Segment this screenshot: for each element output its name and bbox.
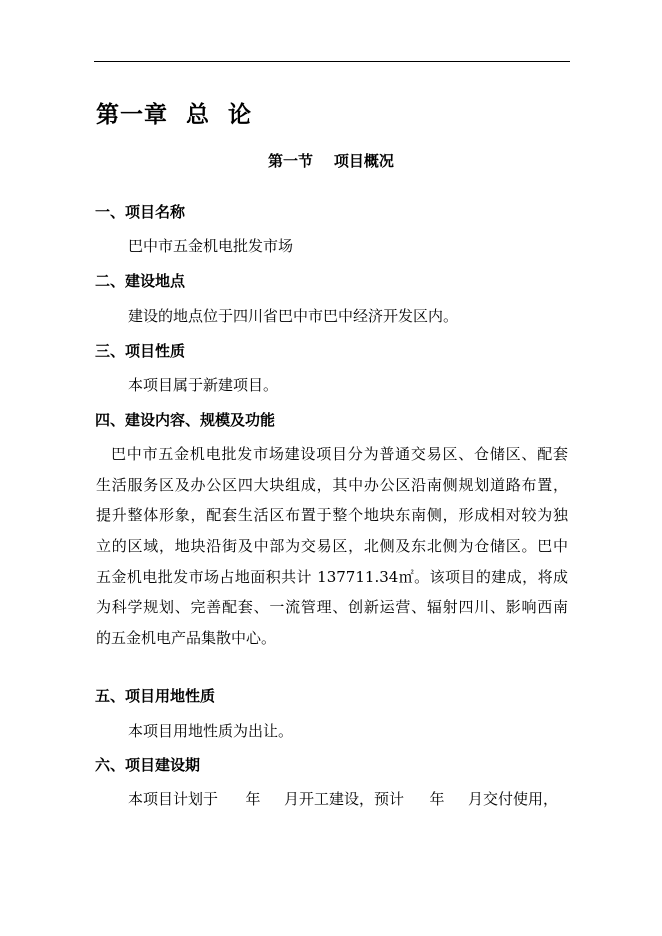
schedule-text: 年	[429, 790, 445, 808]
schedule-text: 本项目计划于	[128, 790, 219, 808]
heading-content-scale: 四、建设内容、规模及功能	[95, 411, 276, 429]
schedule-text: 年	[245, 790, 261, 808]
text-land-nature: 本项目用地性质为出让。	[128, 722, 294, 740]
paragraph-line: 立的区域，地块沿街及中部为交易区，北侧及东北侧为仓储区。巴中	[96, 537, 568, 556]
paragraph-line: 为科学规划、完善配套、一流管理、创新运营、辐射四川、影响西南	[96, 598, 568, 617]
heading-land-nature: 五、项目用地性质	[95, 687, 216, 705]
section-title: 第一节 项目概况	[268, 152, 394, 170]
paragraph-line: 的五金机电产品集散中心。	[96, 629, 277, 648]
paragraph-line: 巴中市五金机电批发市场建设项目分为普通交易区、仓储区、配套	[111, 445, 568, 463]
heading-project-name: 一、项目名称	[95, 203, 186, 221]
chapter-title: 第一章 总 论	[96, 101, 253, 128]
heading-construction-period: 六、项目建设期	[95, 756, 201, 774]
text-construction-period	[128, 788, 558, 809]
heading-location: 二、建设地点	[95, 272, 186, 290]
text-location: 建设的地点位于四川省巴中市巴中经济开发区内。	[128, 307, 459, 325]
heading-nature: 三、项目性质	[95, 342, 186, 360]
schedule-text: 月交付使用，	[467, 790, 558, 808]
header-rule	[94, 61, 570, 62]
text-nature: 本项目属于新建项目。	[128, 376, 279, 394]
schedule-text: 月开工建设，预计	[283, 790, 404, 808]
text-content-scale	[96, 439, 568, 654]
text-project-name: 巴中市五金机电批发市场	[128, 237, 294, 255]
paragraph-line: 生活服务区及办公区四大块组成，其中办公区沿南侧规划道路布置，	[96, 475, 568, 494]
paragraph-line: 五金机电批发市场占地面积共计 137711.34㎡。该项目的建成，将成	[96, 567, 568, 586]
paragraph-line: 提升整体形象，配套生活区布置于整个地块东南侧，形成相对较为独	[96, 506, 568, 525]
